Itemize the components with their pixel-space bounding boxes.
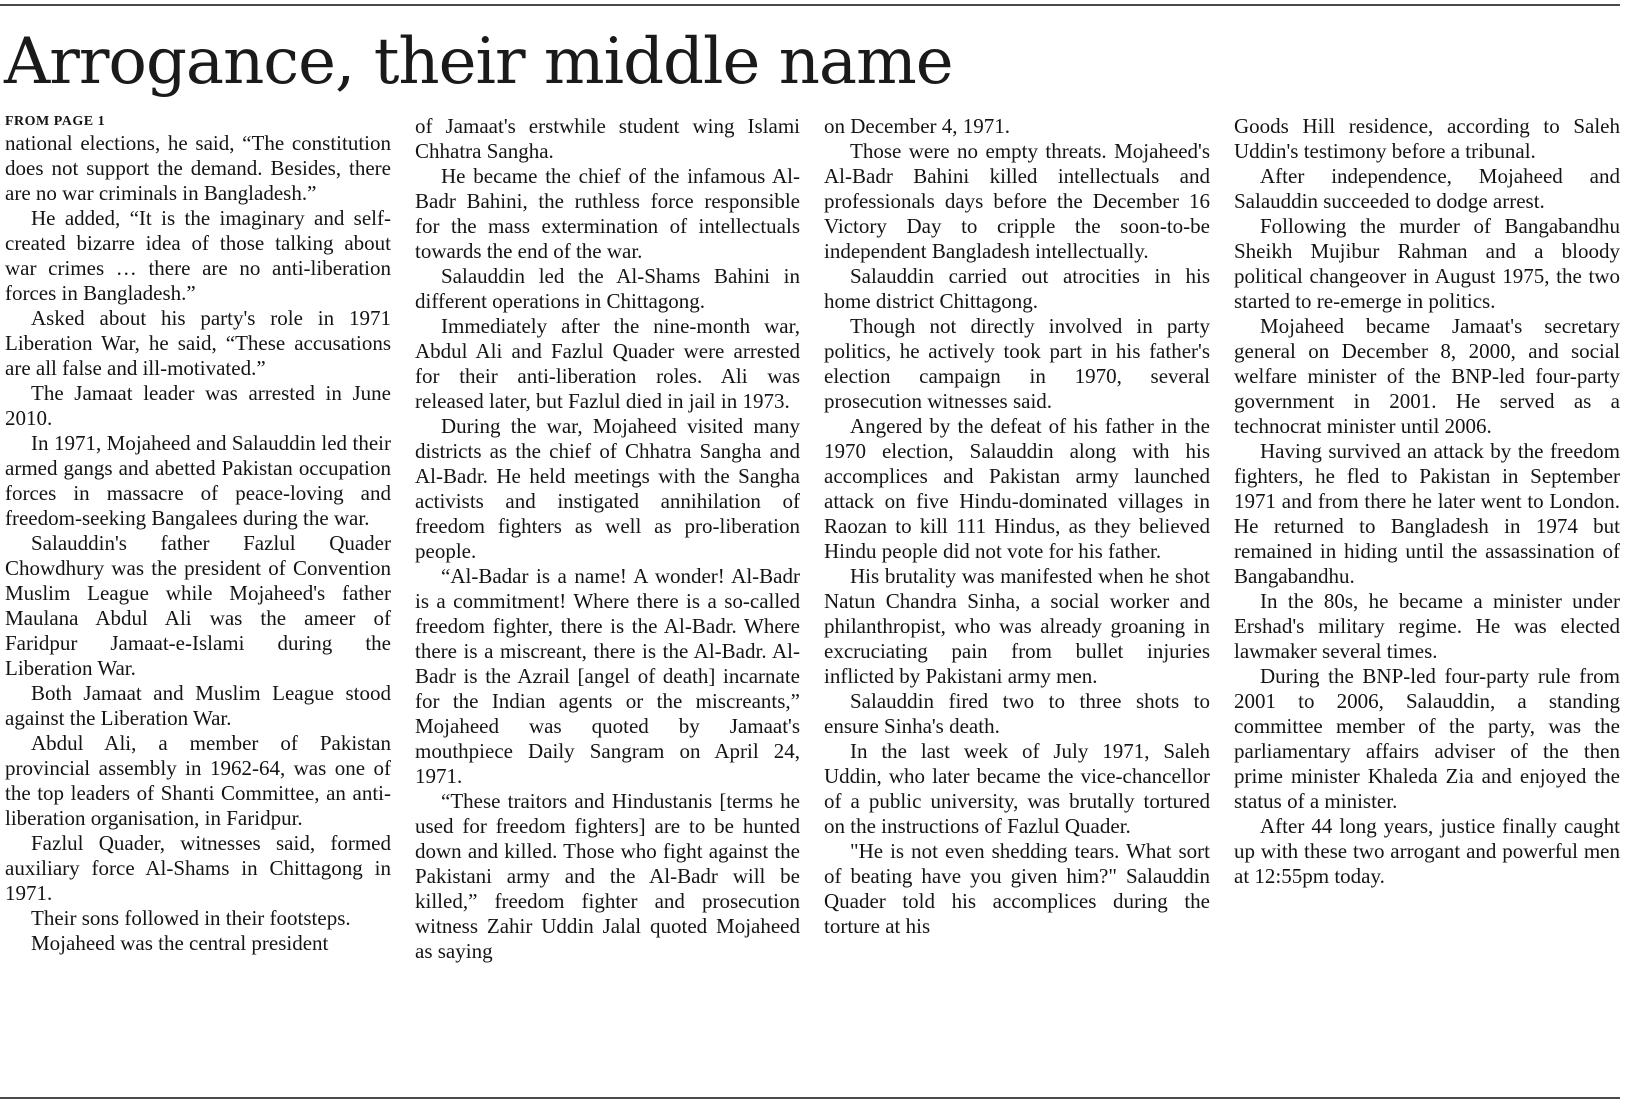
paragraph: After 44 long years, justice finally caught up with these two arrogant and powerful men at 12:55pm today. (1234, 814, 1620, 888)
paragraph: Though not directly involved in party politics, he actively took part in his father's election campaign in 1970, several prosecution witnesses said. (824, 314, 1210, 413)
paragraph: national elections, he said, “The constitution does not support the demand. Besides, there are no war criminals in Bangladesh.” (5, 131, 391, 205)
paragraph: “Al-Badar is a name! A wonder! Al-Badr is a commitment! Where there is a so-called freedom fighter, there is the Al-Badr. Where there is a miscreant, there is the Al-Badr. Al-Badr is the Azrail [angel of death] incarnate for the Indian agents or the miscreants,” Mojaheed was quoted by Jamaat's mouthpiece Daily Sangram on April 24, 1971. (415, 564, 800, 788)
paragraph: He became the chief of the infamous Al-Badr Bahini, the ruthless force responsible for the mass extermination of intellectuals towards the end of the war. (415, 164, 800, 263)
paragraph: During the war, Mojaheed visited many districts as the chief of Chhatra Sangha and Al-Badr. He held meetings with the Sangha activists and instigated annihilation of freedom fighters as well as pro-liberation people. (415, 414, 800, 563)
paragraph: on December 4, 1971. (824, 114, 1011, 138)
paragraph: Mojaheed became Jamaat's secretary general on December 8, 2000, and social welfare minister of the BNP-led four-party government in 2001. He served as a technocrat minister until 2006. (1234, 314, 1620, 438)
column-3 (824, 114, 1210, 939)
paragraph: Fazlul Quader, witnesses said, formed auxiliary force Al-Shams in Chittagong in 1971. (5, 831, 391, 905)
paragraph: Following the murder of Bangabandhu Sheikh Mujibur Rahman and a bloody political changeover in August 1975, the two started to re-emerge in politics. (1234, 214, 1620, 313)
paragraph: Salauddin led the Al-Shams Bahini in different operations in Chittagong. (415, 264, 800, 313)
column-1 (5, 114, 391, 956)
paragraph: Salauddin carried out atrocities in his home district Chittagong. (824, 264, 1210, 313)
paragraph: After independence, Mojaheed and Salauddin succeeded to dodge arrest. (1234, 164, 1620, 213)
paragraph: Salauddin fired two to three shots to ensure Sinha's death. (824, 689, 1210, 738)
paragraph: The Jamaat leader was arrested in June 2010. (5, 381, 391, 430)
paragraph: Immediately after the nine-month war, Abdul Ali and Fazlul Quader were arrested for their anti-liberation roles. Ali was released later, but Fazlul died in jail in 1973. (415, 314, 800, 413)
column-4 (1234, 114, 1620, 889)
paragraph: Angered by the defeat of his father in the 1970 election, Salauddin along with his accomplices and Pakistan army launched attack on five Hindu-dominated villages in Raozan to kill 111 Hindus, as they believed Hindu people did not vote for his father. (824, 414, 1210, 563)
headline: Arrogance, their middle name (4, 25, 953, 99)
paragraph: His brutality was manifested when he shot Natun Chandra Sinha, a social worker and philanthropist, who was already groaning in excruciating pain from bullet injuries inflicted by Pakistani army men. (824, 564, 1210, 688)
paragraph: Mojaheed was the central president (31, 931, 329, 955)
article-body (5, 114, 1625, 1094)
paragraph: Their sons followed in their footsteps. (31, 906, 351, 930)
paragraph: Goods Hill residence, according to Saleh Uddin's testimony before a tribunal. (1234, 114, 1620, 163)
paragraph: In 1971, Mojaheed and Salauddin led their armed gangs and abetted Pakistan occupation forces in massacre of peace-loving and freedom-seeking Bangalees during the war. (5, 431, 391, 530)
paragraph: Having survived an attack by the freedom fighters, he fled to Pakistan in September 1971 and from there he later went to London. He returned to Bangladesh in 1974 but remained in hiding until the assassination of Bangabandhu. (1234, 439, 1620, 588)
paragraph: of Jamaat's erstwhile student wing Islami Chhatra Sangha. (415, 114, 800, 163)
paragraph: "He is not even shedding tears. What sort of beating have you given him?" Salauddin Quader told his accomplices during the torture at his (824, 839, 1210, 938)
continuation-kicker: FROM PAGE 1 (5, 114, 106, 129)
paragraph: Both Jamaat and Muslim League stood against the Liberation War. (5, 681, 391, 730)
top-rule (0, 4, 1620, 6)
paragraph: Asked about his party's role in 1971 Liberation War, he said, “These accusations are all false and ill-motivated.” (5, 306, 391, 380)
paragraph: During the BNP-led four-party rule from 2001 to 2006, Salauddin, a standing committee member of the party, was the parliamentary affairs adviser of the then prime minister Khaleda Zia and enjoyed the status of a minister. (1234, 664, 1620, 813)
paragraph: In the 80s, he became a minister under Ershad's military regime. He was elected lawmaker several times. (1234, 589, 1620, 663)
column-2 (415, 114, 800, 964)
paragraph: Abdul Ali, a member of Pakistan provincial assembly in 1962-64, was one of the top leaders of Shanti Committee, an anti-liberation organisation, in Faridpur. (5, 731, 391, 830)
paragraph: “These traitors and Hindustanis [terms he used for freedom fighters] are to be hunted down and killed. Those who fight against the Pakistani army and the Al-Badr will be killed,” freedom fighter and prosecution witness Zahir Uddin Jalal quoted Mojaheed as saying (415, 789, 800, 963)
paragraph: Those were no empty threats. Mojaheed's Al-Badr Bahini killed intellectuals and professionals days before the December 16 Victory Day to cripple the soon-to-be independent Bangladesh intellectually. (824, 139, 1210, 263)
paragraph: He added, “It is the imaginary and self-created bizarre idea of those talking about war crimes … there are no anti-liberation forces in Bangladesh.” (5, 206, 391, 305)
paragraph: In the last week of July 1971, Saleh Uddin, who later became the vice-chancellor of a public university, was brutally tortured on the instructions of Fazlul Quader. (824, 739, 1210, 838)
bottom-rule (0, 1097, 1620, 1099)
paragraph: Salauddin's father Fazlul Quader Chowdhury was the president of Convention Muslim League while Mojaheed's father Maulana Abdul Ali was the ameer of Faridpur Jamaat-e-Islami during the Liberation War. (5, 531, 391, 680)
